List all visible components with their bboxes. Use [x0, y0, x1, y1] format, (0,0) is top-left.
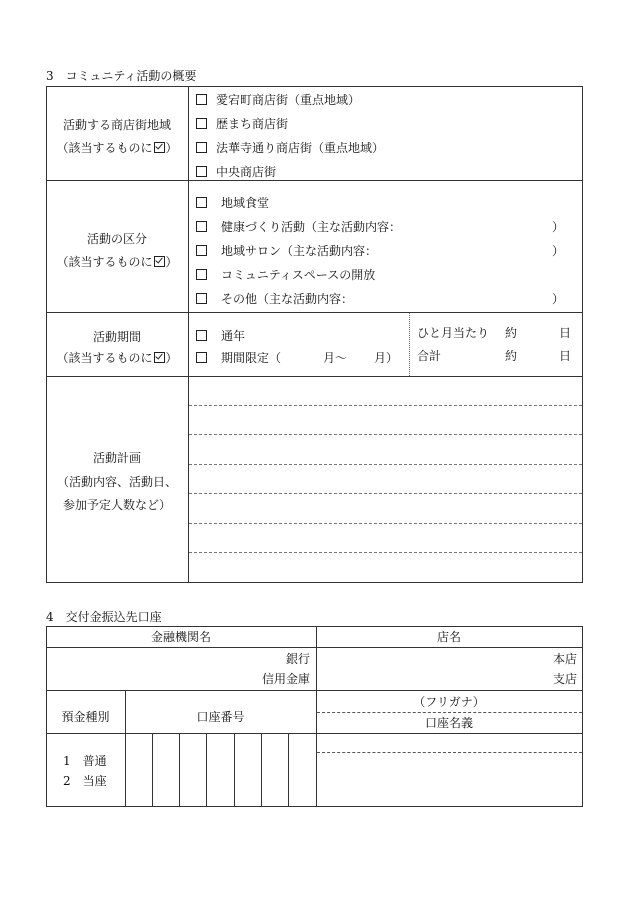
table4-right-border: [582, 626, 583, 807]
checkbox-icon[interactable]: [196, 142, 207, 153]
table4-bottom-border: [46, 806, 583, 807]
head-office-label: 本店: [552, 652, 577, 666]
areas-label: 活動する商店街地域: [62, 118, 171, 132]
furigana-divider: [317, 712, 582, 713]
total-label: 合計: [417, 349, 442, 363]
deposit-type-label: 預金種別: [61, 710, 110, 724]
category-salon-close: ）: [552, 244, 565, 258]
credit-union-label: 信用金庫: [261, 672, 310, 686]
digit-cell-divider: [234, 733, 235, 807]
account-number-label: 口座番号: [196, 710, 245, 724]
checkbox-icon[interactable]: [196, 352, 207, 363]
plan-writing-line: [189, 405, 582, 406]
total-approx: 約: [505, 349, 518, 363]
checked-box-icon: [154, 256, 165, 267]
category-health-close: ）: [552, 220, 565, 234]
category-option-space[interactable]: コミュニティスペースの開放: [196, 268, 375, 282]
table3-top-border: [46, 86, 583, 87]
table3-bottom-border: [46, 582, 583, 583]
total-day-unit: 日: [559, 349, 572, 363]
category-option-salon[interactable]: 地域サロン（主な活動内容：: [196, 244, 377, 258]
checkbox-icon[interactable]: [196, 118, 207, 129]
period-month-from: 月～: [323, 351, 348, 365]
deposit-type-ordinary[interactable]: 1 普通: [63, 754, 107, 768]
period-label: 活動期間: [92, 330, 141, 344]
table3-row-divider: [46, 180, 583, 181]
table3-row-divider: [46, 312, 583, 313]
deposit-type-checking[interactable]: 2 当座: [63, 774, 107, 788]
digit-cell-divider: [152, 733, 153, 807]
plan-sub1: （活動内容、活動日、: [56, 475, 177, 489]
area-option-atagomachi[interactable]: 愛宕町商店街（重点地域）: [196, 93, 360, 107]
checkbox-icon[interactable]: [196, 330, 207, 341]
table4-row-divider: [46, 690, 583, 691]
checkbox-icon[interactable]: [196, 221, 207, 232]
period-check-hint: （該当するものに ）: [56, 351, 178, 365]
checkbox-icon[interactable]: [196, 245, 207, 256]
area-option-chuo[interactable]: 中央商店街: [196, 165, 276, 179]
deposit-type-divider: [125, 690, 126, 807]
period-option-limited[interactable]: 期間限定（: [196, 351, 281, 365]
category-option-other[interactable]: その他（主な活動内容：: [196, 292, 353, 306]
section3-title: 3 コミュニティ活動の概要: [46, 69, 197, 83]
category-option-food[interactable]: 地域食堂: [196, 196, 269, 210]
account-holder-label: 口座名義: [424, 716, 473, 730]
table3-right-border: [582, 86, 583, 583]
per-month-day-unit: 日: [559, 326, 572, 340]
digit-cell-divider: [288, 733, 289, 807]
table4-row-divider: [46, 647, 583, 648]
bank-label: 銀行: [285, 652, 310, 666]
period-dotted-divider: [409, 313, 410, 376]
branch-label: 支店: [552, 672, 577, 686]
checkbox-icon[interactable]: [196, 197, 207, 208]
table3-column-divider: [188, 86, 189, 583]
plan-writing-line: [189, 493, 582, 494]
area-option-rekimachi[interactable]: 歴まち商店街: [196, 117, 288, 131]
area-option-hokkeji[interactable]: 法華寺通り商店街（重点地域）: [196, 141, 384, 155]
per-month-label: ひと月当たり: [417, 326, 490, 340]
checked-box-icon: [154, 142, 165, 153]
table4-row-divider: [46, 733, 583, 734]
plan-sub2: 参加予定人数など）: [62, 498, 171, 512]
branch-header: 店名: [436, 630, 461, 644]
checkbox-icon[interactable]: [196, 269, 207, 280]
category-check-hint: （該当するものに ）: [56, 255, 178, 269]
per-month-approx: 約: [505, 326, 518, 340]
category-other-close: ）: [552, 292, 565, 306]
checked-box-icon: [154, 352, 165, 363]
plan-writing-line: [189, 552, 582, 553]
table3-row-divider: [46, 376, 583, 377]
plan-writing-line: [189, 523, 582, 524]
checkbox-icon[interactable]: [196, 293, 207, 304]
period-month-to: 月）: [374, 351, 399, 365]
checkbox-icon[interactable]: [196, 94, 207, 105]
period-option-year-round[interactable]: 通年: [196, 329, 245, 343]
furigana-label: （フリガナ）: [413, 695, 485, 709]
section4-title: 4 交付金振込先口座: [46, 610, 162, 624]
digit-cell-divider: [179, 733, 180, 807]
category-option-health[interactable]: 健康づくり活動（主な活動内容：: [196, 220, 401, 234]
areas-check-hint: （該当するものに ）: [56, 141, 178, 155]
checkbox-icon[interactable]: [196, 166, 207, 177]
category-label: 活動の区分: [86, 232, 147, 246]
account-holder-input-area[interactable]: [317, 753, 582, 806]
plan-writing-line: [189, 434, 582, 435]
bank-header: 金融機関名: [150, 630, 211, 644]
digit-cell-divider: [261, 733, 262, 807]
table4-top-border: [46, 626, 583, 627]
plan-writing-line: [189, 464, 582, 465]
digit-cell-divider: [206, 733, 207, 807]
plan-label: 活動計画: [92, 451, 141, 465]
